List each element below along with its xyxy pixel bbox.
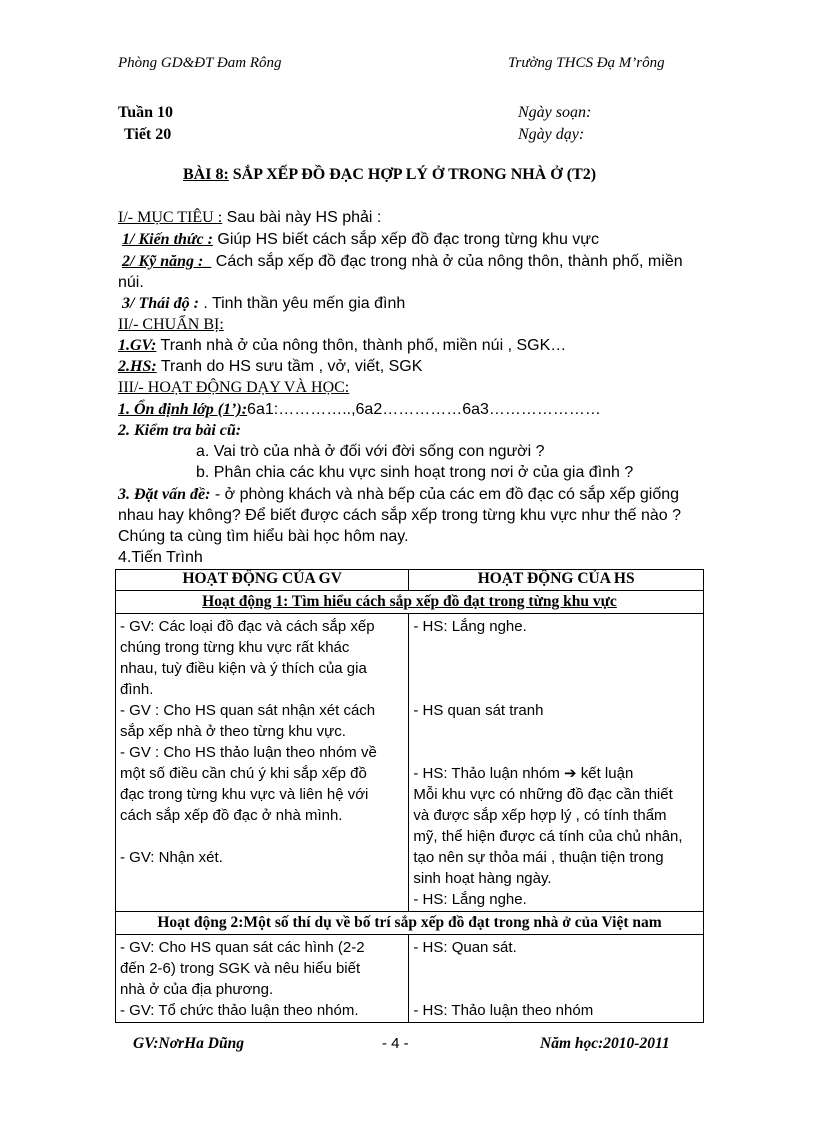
footer-teacher: GV:NơrHa Dũng — [133, 1035, 244, 1052]
spacer — [413, 742, 699, 763]
activity1-title-text: Hoạt động 1: Tìm hiểu cách sắp xếp đồ đạt trong từng khu vực — [202, 593, 617, 610]
prep-gv-text: Tranh nhà ở của nông thôn, thành phố, miền núi , SGK… — [156, 337, 567, 354]
header-school-office: Phòng GD&ĐT Đam Rông — [118, 55, 282, 71]
col-header-hs: HOẠT ĐỘNG CỦA HS — [409, 570, 704, 591]
activity1-hs-line: tạo nên sự thỏa mái , thuận tiện trong — [413, 849, 664, 866]
activity1-hs-cell — [409, 614, 704, 912]
week-label: Tuần 10 — [118, 104, 173, 121]
activity2-content-row — [116, 935, 704, 1023]
activity2-hs-line: - HS: Thảo luận theo nhóm — [413, 1002, 594, 1019]
spacer — [413, 658, 699, 679]
activity1-gv-line: - GV : Cho HS quan sát nhận xét cách — [120, 702, 376, 719]
footer-page-number: - 4 - — [382, 1035, 409, 1052]
lesson-title-prefix: BÀI 8: — [183, 166, 229, 183]
activity1-gv-line: nhau, tuỳ điều kiện và ý thích của gia — [120, 660, 367, 677]
attitude-text: . Tinh thần yêu mến gia đình — [198, 295, 406, 312]
step2-question-b: b. Phân chia các khu vực sinh hoạt trong nơi ở của gia đình ? — [196, 464, 634, 481]
activity1-hs-text: kết luận — [576, 765, 634, 782]
objectives-heading-line — [118, 209, 381, 227]
activity1-title — [202, 593, 617, 610]
skill-text-cont: núi. — [118, 274, 144, 291]
spacer — [413, 721, 699, 742]
skill-label: 2/ Kỹ năng :_ — [122, 253, 212, 270]
activity1-hs-line: mỹ, thể hiện được cá tính của chủ nhân, — [413, 828, 683, 845]
activity1-hs-line: sinh hoạt hàng ngày. — [413, 870, 552, 887]
knowledge-line — [122, 231, 599, 249]
skill-text: Cách sắp xếp đồ đạc trong nhà ở của nông thôn, thành phố, miền — [211, 253, 683, 270]
activity1-gv-line: một số điều cần chú ý khi sắp xếp đồ — [120, 765, 367, 782]
activity2-title-cell — [116, 912, 704, 935]
spacer — [413, 979, 699, 1000]
step2-label: 2. Kiểm tra bài cũ: — [118, 422, 242, 439]
activity2-gv-line: đến 2-6) trong SGK và nêu hiểu biết — [120, 960, 361, 977]
teach-date-label: Ngày dạy: — [518, 126, 585, 143]
step1-text: 6a1:…………..,6a2……………6a3………………… — [247, 401, 601, 418]
step1-line — [118, 401, 601, 419]
activity1-hs-line: Mỗi khu vực có những đồ đạc cần thiết — [413, 786, 673, 803]
table-header-row — [116, 570, 704, 591]
activity1-hs-text: - HS: Thảo luận nhóm — [413, 765, 564, 782]
activity2-gv-line: nhà ở của địa phương. — [120, 981, 274, 998]
header-school-name: Trường THCS Đạ M’rông — [508, 55, 665, 71]
activity1-gv-line: chúng trong từng khu vực rất khác — [120, 639, 350, 656]
lesson-title-text: SẮP XẾP ĐỒ ĐẠC HỢP LÝ Ở TRONG NHÀ Ở (T2) — [228, 166, 597, 183]
prep-hs-line — [118, 358, 422, 376]
activity1-hs-line: - HS: Lắng nghe. — [413, 618, 527, 635]
activity1-gv-line: đạc trong từng khu vực và liên hệ với — [120, 786, 369, 803]
activities-heading: III/- HOẠT ĐỘNG DẠY VÀ HỌC: — [118, 379, 350, 396]
col-header-gv: HOẠT ĐỘNG CỦA GV — [116, 570, 409, 591]
footer-school-year: Năm học:2010-2011 — [540, 1035, 670, 1052]
attitude-label: 3/ Thái độ : — [122, 295, 199, 312]
arrow-right-icon: ➔ — [564, 765, 577, 782]
spacer — [413, 637, 699, 658]
activity2-hs-cell — [409, 935, 704, 1023]
spacer — [120, 868, 404, 889]
activity1-gv-line: cách sắp xếp đồ đạc ở nhà mình. — [120, 807, 343, 824]
skill-line — [122, 253, 683, 271]
attitude-line — [122, 295, 405, 313]
activity1-hs-line: và được sắp xếp hợp lý , có tính thẩm — [413, 807, 667, 824]
step3-line — [118, 486, 679, 504]
activity2-title: Hoạt động 2:Một số thí dụ về bố trí sắp xếp đồ đạt trong nhà ở của Việt nam — [157, 914, 662, 931]
knowledge-text: Giúp HS biết cách sắp xếp đồ đạc trong từng khu vực — [212, 231, 599, 248]
activity1-gv-line: - GV: Các loại đồ đạc và cách sắp xếp — [120, 618, 375, 635]
step3-text: - ở phòng khách và nhà bếp của các em đồ đạc có sắp xếp giống — [210, 486, 680, 503]
prep-hs-label: 2.HS: — [118, 358, 157, 375]
step4-label: 4.Tiến Trình — [118, 549, 203, 566]
activity2-gv-cell — [116, 935, 409, 1023]
activity2-gv-line: - GV: Cho HS quan sát các hình (2-2 — [120, 939, 365, 956]
activity2-gv-line: - GV: Tổ chức thảo luận theo nhóm. — [120, 1002, 359, 1019]
activity1-gv-line: đình. — [120, 681, 154, 698]
preparation-heading: II/- CHUẨN BỊ: — [118, 316, 224, 333]
prep-date-label: Ngày soạn: — [518, 104, 592, 121]
activity1-title-row — [116, 591, 704, 614]
activity2-title-row — [116, 912, 704, 935]
activity1-gv-line — [120, 826, 404, 847]
objectives-heading: I/- MỤC TIÊU : — [118, 209, 223, 226]
step2-question-a: a. Vai trò của nhà ở đối với đời sống con người ? — [196, 443, 545, 460]
prep-hs-text: Tranh do HS sưu tầm , vở, viết, SGK — [156, 358, 423, 375]
activity1-hs-line: - HS quan sát tranh — [413, 702, 544, 719]
step3-line2: nhau hay không? Để biết được cách sắp xếp trong từng khu vực như thế nào ? — [118, 507, 682, 524]
lesson-title — [183, 166, 596, 184]
objectives-intro: Sau bài này HS phải : — [222, 209, 382, 226]
activity1-gv-cell — [116, 614, 409, 912]
period-label: Tiết 20 — [124, 126, 172, 143]
knowledge-label: 1/ Kiến thức : — [122, 231, 213, 248]
spacer — [413, 679, 699, 700]
activity1-hs-line: - HS: Lắng nghe. — [413, 891, 527, 908]
prep-gv-line — [118, 337, 566, 355]
step3-line3: Chúng ta cùng tìm hiểu bài học hôm nay. — [118, 528, 409, 545]
activity2-hs-line: - HS: Quan sát. — [413, 939, 517, 956]
activity1-content-row — [116, 614, 704, 912]
activity1-gv-line: sắp xếp nhà ở theo từng khu vực. — [120, 723, 346, 740]
activity1-title-cell — [116, 591, 704, 614]
prep-gv-label: 1.GV: — [118, 337, 157, 354]
activity1-gv-line: - GV: Nhận xét. — [120, 849, 223, 866]
activity1-gv-line: - GV : Cho HS thảo luận theo nhóm về — [120, 744, 377, 761]
step1-label: 1. Ổn định lớp (1’): — [118, 401, 248, 418]
spacer — [413, 958, 699, 979]
activities-table — [115, 569, 704, 1023]
activity1-hs-line — [413, 763, 699, 784]
step3-label: 3. Đặt vấn đề: — [118, 486, 211, 503]
